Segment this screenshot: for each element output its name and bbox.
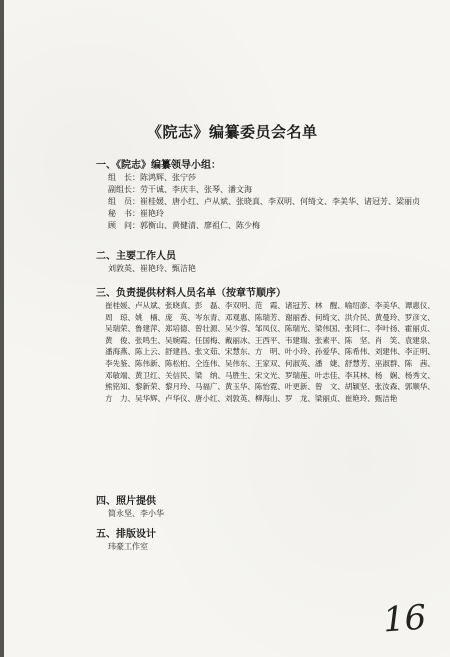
section-heading: 四、照片提供: [96, 496, 156, 507]
page-binding-edge: [0, 0, 4, 657]
text-line: 玮豪工作室: [108, 542, 148, 551]
section-leadership-group: [96, 160, 420, 232]
text-line: 李先鉴、陈伟新、陈松柏、仝连伟、吴伟东、王家双、何淑英、潘 婕、舒慧芳、巫淑群、陈 茜、: [105, 358, 435, 368]
page-number: 16: [381, 597, 428, 641]
name-list: [96, 300, 435, 404]
section-heading: 二、主要工作人员: [96, 251, 176, 262]
section-heading: 五、排版设计: [96, 529, 156, 540]
text-line: 副组长：劳干诚、李庆丰、张琴、潘文海: [108, 185, 252, 194]
text-line: 黄 俊、张鸣生、吴婉霞、任国梅、戴丽冰、王西平、韦建瑞、张素平、陈 坚、肖 笑、袁建泉、: [105, 335, 435, 345]
text-line: 刘敦英、崔艳玲、甄洁艳: [108, 264, 196, 273]
text-line: 周 琼、姚 楠、庞 英、岑东青、邓观惠、陈瑞芳、谢丽香、何绮文、洪介民、黄曼玲、罗彦文、: [105, 312, 435, 322]
text-line: 吴瑞荣、鲁建萍、郑培德、曾壮源、吴少蓉、邹凤仪、陈瑞光、梁伟国、张同仁、李叶扬、霍丽贞、: [105, 324, 435, 334]
text-line: 潘海燕、陈上云、舒建昌、张文茹、宋慧东、方 明、叶小玲、孙爱华、陈希伟、刘建伟、李正明、: [105, 347, 435, 357]
text-line: 组 长：陈鸿辉、张宁莎: [108, 173, 196, 182]
section-heading: 一、《院志》编纂领导小组：: [96, 160, 221, 171]
text-line: 简永坚、李小华: [108, 509, 164, 518]
text-line: 崔桂媛、卢从斌、张晓真、彭 磊、李双明、范 霞、诸冠芳、林 醒、喻绍澎、李美华、谭惠仪、: [105, 301, 435, 310]
section-main-staff: [96, 251, 396, 275]
text-line: 邓敏端、黄卫红、关信民、梁 纳、马胜生、宋文光、罗瑞莲、叶志佳、李其林、杨 娴、杨秀文、: [105, 370, 435, 380]
section-photo-credits: [96, 496, 396, 520]
page-title: 《院志》编纂委员会名单: [147, 123, 318, 141]
section-material-providers: [96, 288, 435, 404]
text-line: 组 员：崔桂媛、唐小红、卢从斌、张晓真、李双明、何绮文、李美华、诸冠芳、梁丽贞: [108, 197, 420, 206]
text-line: 方 力、吴华辉、卢华仪、唐小红、刘敦英、柳海山、罗 龙、梁丽贞、崔艳玲、甄洁艳: [105, 393, 398, 403]
text-line: 熊铭知、黎新荣、黎月玲、马福广、黄玉华、陈怡霓、叶更新、曾 文、胡颖坚、张汝森、郭顺华、: [105, 382, 435, 392]
text-line: 顾 问：郭衡山、黄健清、廖祖仁、陈少梅: [108, 221, 260, 230]
text-line: 秘 书：崔艳玲: [108, 209, 164, 218]
section-heading: 三、负责提供材料人员名单（按章节顺序）: [96, 288, 286, 299]
section-layout-design: [96, 529, 396, 553]
